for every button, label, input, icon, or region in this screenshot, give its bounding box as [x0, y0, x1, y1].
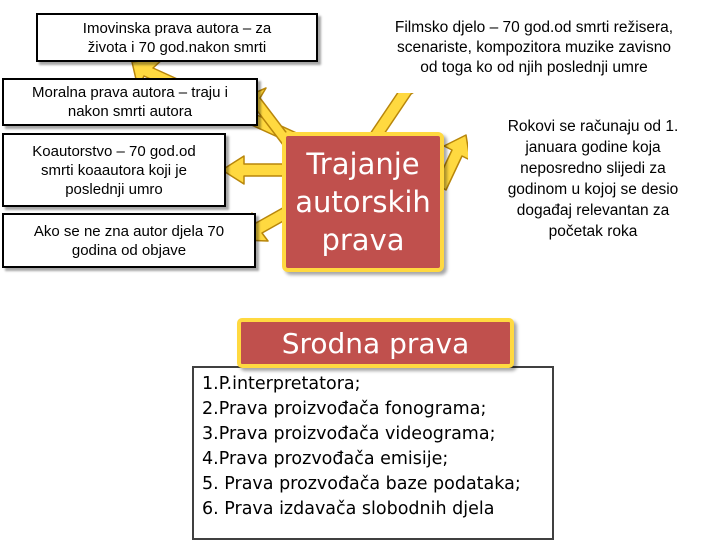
imovinska-line-1: Imovinska prava autora – za: [82, 19, 272, 37]
center-line-3: prava: [321, 223, 405, 257]
rokovi-line-2: januara godine koja: [525, 139, 661, 156]
box-imovinska-prava: [36, 13, 318, 62]
srodna-title-text: Srodna prava: [281, 326, 470, 360]
filmsko-line-1: Filmsko djelo – 70 god.od smrti režisera,: [394, 19, 674, 36]
rokovi-line-4: godinom u kojoj se desio: [507, 181, 679, 198]
rokovi-line-6: početak roka: [548, 223, 638, 240]
koautorstvo-line-2: smrti koaautora koji je: [41, 161, 187, 179]
imovinska-line-2: života i 70 god.nakon smrti: [87, 38, 267, 56]
nepoznat-line-1: Ako se ne zna autor djela 70: [33, 222, 225, 240]
moralna-line-2: nakon smrti autora: [67, 103, 193, 120]
srodna-item-2: 2.Prava proizvođača fonograma;: [202, 399, 487, 419]
rokovi-line-1: Rokovi se računaju od 1.: [507, 118, 679, 135]
koautorstvo-line-3: poslednji umro: [65, 180, 163, 198]
box-rokovi: [468, 108, 718, 250]
rokovi-line-5: događaj relevantan za: [516, 202, 670, 219]
filmsko-line-3: od toga ko od njih poslednji umre: [420, 59, 648, 76]
srodna-item-1: 1.P.interpretatora;: [202, 374, 361, 394]
box-moralna-prava: [2, 78, 258, 126]
center-trajanje-autorskih-prava: [282, 132, 444, 272]
koautorstvo-line-1: Koautorstvo – 70 god.od: [32, 142, 196, 160]
box-koautorstvo: [2, 133, 226, 207]
center-line-2: autorskih: [295, 185, 431, 219]
srodna-prava-list: [192, 366, 554, 540]
center-line-1: Trajanje: [306, 147, 420, 181]
srodna-item-3: 3.Prava proizvođača videograma;: [202, 424, 496, 444]
srodna-item-6: 6. Prava izdavača slobodnih djela: [202, 499, 495, 519]
nepoznat-line-2: godina od objave: [71, 241, 187, 259]
srodna-item-4: 4.Prava prozvođača emisije;: [202, 449, 449, 469]
filmsko-line-2: scenariste, kompozitora muzike zavisno: [397, 39, 671, 56]
box-filmsko-djelo: [350, 3, 718, 93]
rokovi-line-3: neposredno slijedi za: [520, 160, 666, 177]
arrow-to-koautorstvo: [222, 156, 284, 184]
moralna-line-1: Moralna prava autora – traju i: [32, 84, 228, 101]
srodna-item-5: 5. Prava prozvođača baze podataka;: [202, 474, 521, 494]
box-nepoznat-autor: [2, 213, 256, 268]
srodna-prava-title: [237, 318, 514, 368]
